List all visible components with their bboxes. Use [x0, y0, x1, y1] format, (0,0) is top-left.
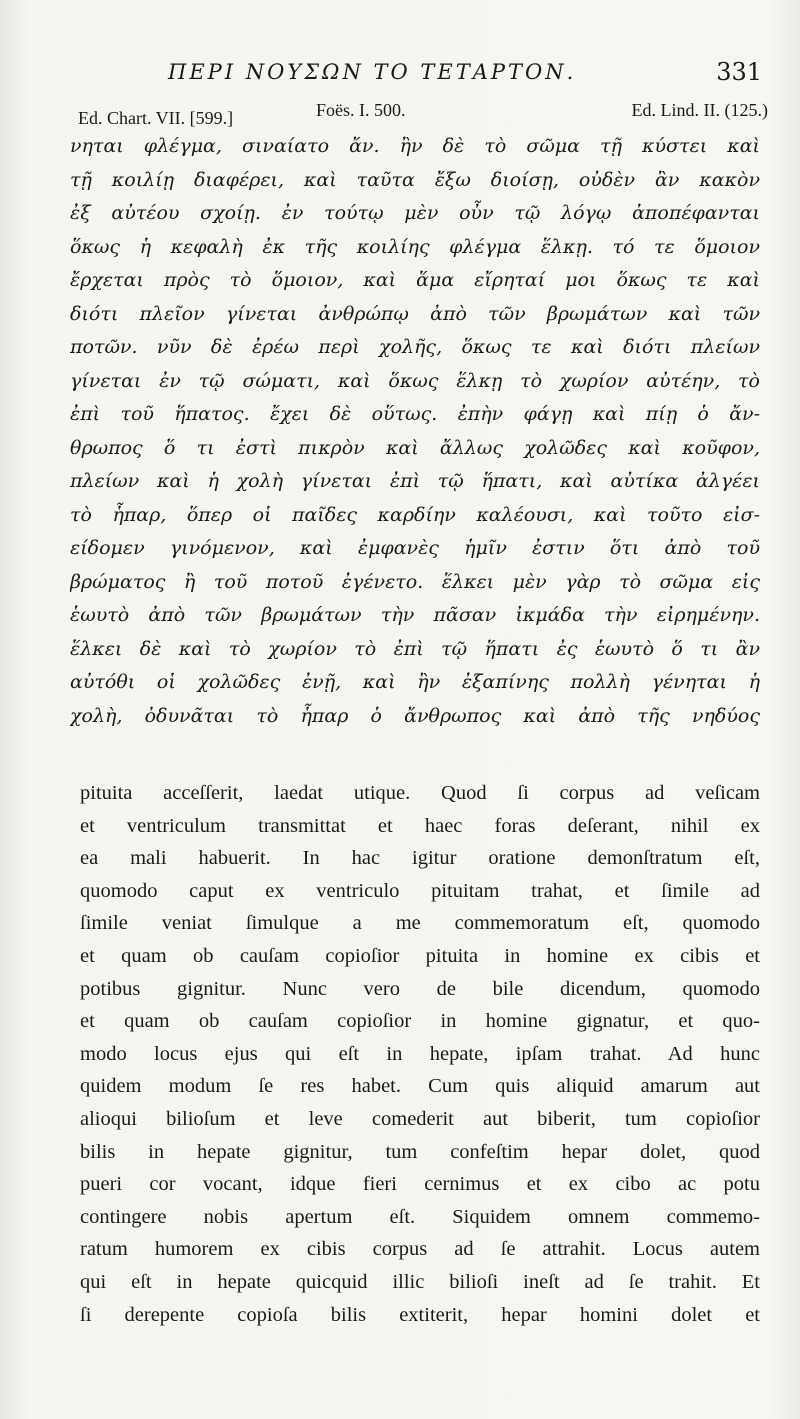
latin-line: et ventriculum transmittat et haec foras deſerant, nihil ex: [80, 814, 760, 837]
latin-line: qui eſt in hepate quicquid illic bilioſi ineſt ad ſe trahit. Et: [80, 1270, 760, 1293]
latin-line: et quam ob cauſam copioſior in homine gignatur, et quo-: [80, 1010, 760, 1033]
latin-line: ratum humorem ex cibis corpus ad ſe attrahit. Locus autem: [80, 1238, 760, 1261]
latin-line: contingere nobis apertum eſt. Siquidem omnem commemo-: [80, 1205, 760, 1228]
greek-line: χολὴ, ὀδυνᾶται τὸ ἧπαρ ὁ ἄνθρωπος καὶ ἀπὸ τῆς νηδύος: [70, 704, 760, 727]
greek-line: τὸ ἧπαρ, ὅπερ οἱ παῖδες καρδίην καλέουσι, καὶ τοῦτο εἰσ-: [70, 503, 760, 526]
edition-chartier: Ed. Chart. VII. [599.]: [78, 108, 234, 128]
greek-line: βρώματος ἢ τοῦ ποτοῦ ἐγένετο. ἕλκει μὲν γὰρ τὸ σῶμα εἰς: [70, 570, 760, 593]
page-number: 331: [716, 58, 762, 86]
latin-line: pituita acceſſerit, laedat utique. Quod ſi corpus ad veſicam: [80, 782, 760, 804]
edition-linden: Ed. Lind. II. (125.): [631, 100, 768, 120]
greek-line: είδομεν γινόμενον, καὶ ἐμφανὲς ἡμῖν ἐστιν ὅτι ἀπὸ τοῦ: [70, 537, 760, 559]
greek-line: θρωπος ὅ τι ἐστὶ πικρὸν καὶ ἄλλως χολῶδες καὶ κοῦφον,: [70, 436, 760, 459]
greek-line: διότι πλεῖον γίνεται ἀνθρώπῳ ἀπὸ τῶν βρωμάτων καὶ τῶν: [70, 302, 760, 325]
latin-line: ea mali habuerit. In hac igitur oratione demonſtratum eſt,: [80, 847, 760, 870]
greek-line: ἑωυτὸ ἀπὸ τῶν βρωμάτων τὴν πᾶσαν ἰκμάδα τὴν εἰρημένην.: [70, 604, 760, 626]
running-head: [80, 58, 760, 92]
latin-line: alioqui bilioſum et leve comederit aut biberit, tum copioſior: [80, 1107, 760, 1130]
latin-line: modo locus ejus qui eſt in hepate, ipſam trahat. Ad hunc: [80, 1042, 760, 1065]
latin-line: et quam ob cauſam copioſior pituita in homine ex cibis et: [80, 944, 760, 967]
latin-line: ſi derepente copioſa bilis extiterit, hepar homini dolet et: [80, 1303, 760, 1326]
latin-line: ſimile veniat ſimulque a me commemoratum eſt, quomodo: [80, 912, 760, 935]
latin-line: quidem modum ſe res habet. Cum quis aliquid amarum aut: [80, 1075, 760, 1098]
greek-line: νηται φλέγμα, σιναίατο ἄν. ἢν δὲ τὸ σῶμα τῇ κύστει καὶ: [70, 135, 760, 157]
edition-foesius: Foës. I. 500.: [316, 100, 406, 120]
latin-text-block: [80, 777, 760, 1331]
greek-line: γίνεται ἐν τῷ σώματι, καὶ ὅκως ἕλκῃ τὸ χωρίον αὐτέην, τὸ: [70, 369, 760, 392]
greek-line: ποτῶν. νῦν δὲ ἐρέω περὶ χολῆς, ὅκως τε καὶ διότι πλείων: [70, 336, 760, 358]
edition-references: [78, 100, 768, 130]
greek-line: ὅκως ἡ κεφαλὴ ἐκ τῆς κοιλίης φλέγμα ἕλκῃ. τό τε ὅμοιον: [70, 235, 760, 258]
greek-line: πλείων καὶ ἡ χολὴ γίνεται ἐπὶ τῷ ἥπατι, καὶ αὐτίκα ἀλγέει: [70, 470, 760, 492]
greek-line: ἐξ αὐτέου σχοίῃ. ἐν τούτῳ μὲν οὖν τῷ λόγῳ ἀποπέφανται: [70, 202, 760, 224]
greek-line: ἕλκει δὲ καὶ τὸ χωρίον τὸ ἐπὶ τῷ ἥπατι ἐς ἑωυτὸ ὅ τι ἂν: [70, 637, 760, 660]
greek-text-block: [70, 130, 760, 733]
greek-line: ἐπὶ τοῦ ἥπατος. ἔχει δὲ οὕτως. ἐπὴν φάγῃ καὶ πίῃ ὁ ἄν-: [70, 403, 760, 425]
greek-line: αὐτόθι οἱ χολῶδες ἐνῇ, καὶ ἢν ἐξαπίνης πολλὴ γένηται ἡ: [70, 671, 760, 693]
latin-line: quomodo caput ex ventriculo pituitam trahat, et ſimile ad: [80, 879, 760, 902]
latin-line: pueri cor vocant, idque fieri cernimus et ex cibo ac potu: [80, 1173, 760, 1196]
latin-line: bilis in hepate gignitur, tum confeſtim hepar dolet, quod: [80, 1140, 760, 1163]
greek-line: ἔρχεται πρὸς τὸ ὅμοιον, καὶ ἅμα εἴρηταί μοι ὅκως τε καὶ: [70, 269, 760, 291]
latin-line: potibus gignitur. Nunc vero de bile dicendum, quomodo: [80, 977, 760, 1000]
running-title: ΠΕΡΙ ΝΟΥΣΩΝ ΤΟ ΤΕΤΑΡΤΟΝ.: [168, 60, 577, 84]
greek-line: τῇ κοιλίῃ διαφέρει, καὶ ταῦτα ἔξω διοίσῃ, οὐδὲν ἂν κακὸν: [70, 168, 760, 191]
